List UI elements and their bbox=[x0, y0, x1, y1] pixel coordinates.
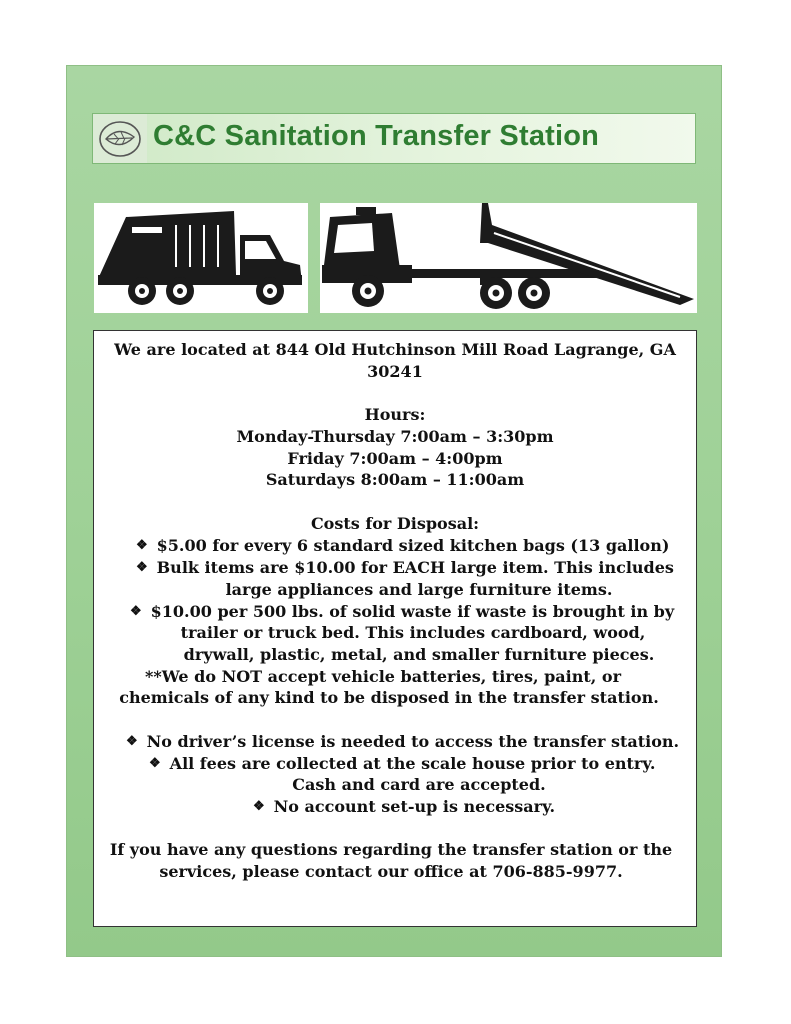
location-line-1: We are located at 844 Old Hutchinson Mill Road Lagrange, GA bbox=[114, 340, 676, 359]
contact-line-2: services, please contact our office at 706-885-9977. bbox=[159, 862, 623, 881]
costs-heading: Costs for Disposal: bbox=[310, 514, 480, 533]
leaf-logo-icon bbox=[93, 114, 147, 163]
cost-item: ❖ Bulk items are $10.00 for EACH large item. This includes bbox=[136, 558, 674, 577]
cost-item-continuation: large appliances and large furniture items. bbox=[225, 580, 613, 599]
diamond-bullet-icon: ❖ bbox=[126, 734, 138, 749]
garbage-truck-icon bbox=[94, 203, 308, 313]
info-panel bbox=[93, 330, 697, 927]
diamond-bullet-icon: ❖ bbox=[253, 799, 265, 814]
cost-item-continuation: trailer or truck bed. This includes cardboard, wood, bbox=[180, 623, 646, 642]
cost-item: ❖ $5.00 for every 6 standard sized kitchen bags (13 gallon) bbox=[136, 536, 670, 555]
warning-line-2: chemicals of any kind to be disposed in the transfer station. bbox=[119, 688, 659, 707]
hours-heading: Hours: bbox=[364, 405, 426, 424]
diamond-bullet-icon: ❖ bbox=[136, 538, 148, 553]
contact-line-1: If you have any questions regarding the transfer station or the bbox=[109, 840, 673, 859]
diamond-bullet-icon: ❖ bbox=[130, 604, 142, 619]
cost-item: ❖ $10.00 per 500 lbs. of solid waste if waste is brought in by bbox=[130, 602, 675, 621]
note-item-continuation: Cash and card are accepted. bbox=[292, 775, 546, 794]
cost-item-continuation: drywall, plastic, metal, and smaller furniture pieces. bbox=[183, 645, 655, 664]
diamond-bullet-icon: ❖ bbox=[136, 560, 148, 575]
truck-image-right bbox=[320, 203, 697, 313]
note-item: ❖ No driver’s license is needed to access the transfer station. bbox=[126, 732, 680, 751]
location-line-2: 30241 bbox=[367, 362, 423, 381]
hours-line: Monday-Thursday 7:00am – 3:30pm bbox=[236, 427, 554, 446]
hours-line: Friday 7:00am – 4:00pm bbox=[287, 449, 503, 468]
hours-line: Saturdays 8:00am – 11:00am bbox=[265, 470, 525, 489]
note-item: ❖ All fees are collected at the scale house prior to entry. bbox=[149, 754, 656, 773]
note-item: ❖ No account set-up is necessary. bbox=[253, 797, 556, 816]
diamond-bullet-icon: ❖ bbox=[149, 756, 161, 771]
rolloff-truck-icon bbox=[320, 203, 697, 313]
truck-image-left bbox=[94, 203, 308, 313]
page-title: C&C Sanitation Transfer Station bbox=[153, 120, 600, 152]
header-banner bbox=[92, 113, 696, 164]
warning-line-1: **We do NOT accept vehicle batteries, tires, paint, or bbox=[144, 667, 622, 686]
